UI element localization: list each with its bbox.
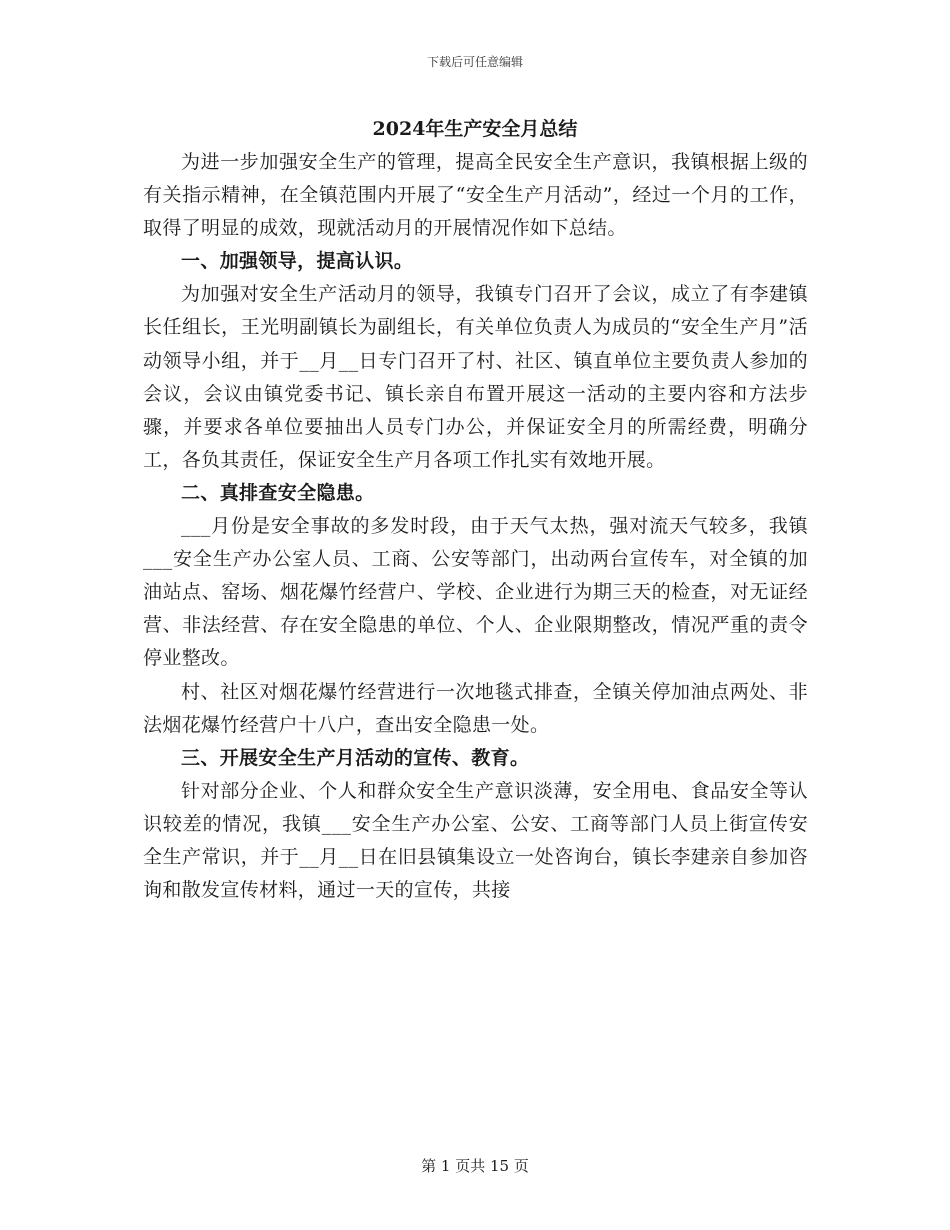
section-heading-3: 三、开展安全生产月活动的宣传、教育。 [181, 746, 530, 769]
page-number: 第 1 页共 15 页 [421, 1157, 529, 1175]
document-title: 2024年生产安全月总结 [372, 118, 578, 140]
paragraph-village-check: 村、社区对烟花爆竹经营进行一次地毯式排查，全镇关停加油点两处、非法烟花爆竹经营户十八户，查出安全隐患一处。 [143, 680, 808, 736]
paragraph-intro: 为进一步加强安全生产的管理，提高全民安全生产意识，我镇根据上级的有关指示精神，在全镇范围内开展了“安全生产月活动”，经过一个月的工作，取得了明显的成效，现就活动月的开展情况作如下总结。 [143, 151, 808, 240]
paragraph-leadership: 为加强对安全生产活动月的领导，我镇专门召开了会议，成立了有李建镇长任组长，王光明副镇长为副组长，有关单位负责人为成员的“安全生产月”活动领导小组，并于__月__日专门召开了村、社区、镇直单位主要负责人参加的会议，会议由镇党委书记、镇长亲自布置开展这一活动的主要内容和方法步骤，并要求各单位要抽出人员专门办公，并保证安全月的所需经费，明确分工，各负其责任，保证安全生产月各项工作扎实有效地开展。 [143, 283, 808, 471]
paragraph-inspection: ___月份是安全事故的多发时段，由于天气太热，强对流天气较多，我镇___安全生产办公室人员、工商、公安等部门，出动两台宣传车，对全镇的加油站点、窑场、烟花爆竹经营户、学校、企业进行为期三天的检查，对无证经营、非法经营、存在安全隐患的单位、个人、企业限期整改，情况严重的责令停业整改。 [143, 515, 808, 670]
section-heading-2: 二、真排查安全隐患。 [181, 481, 375, 504]
document-body [143, 146, 808, 907]
page-header-note: 下载后可任意编辑 [426, 55, 523, 69]
section-heading-1: 一、加强领导，提高认识。 [181, 250, 414, 273]
paragraph-publicity: 针对部分企业、个人和群众安全生产意识淡薄，安全用电、食品安全等认识较差的情况，我镇___安全生产办公室、公安、工商等部门人员上街宣传安全生产常识，并于__月__日在旧县镇集设立一处咨询台，镇长李建亲自参加咨询和散发宣传材料，通过一天的宣传，共接 [143, 779, 808, 902]
